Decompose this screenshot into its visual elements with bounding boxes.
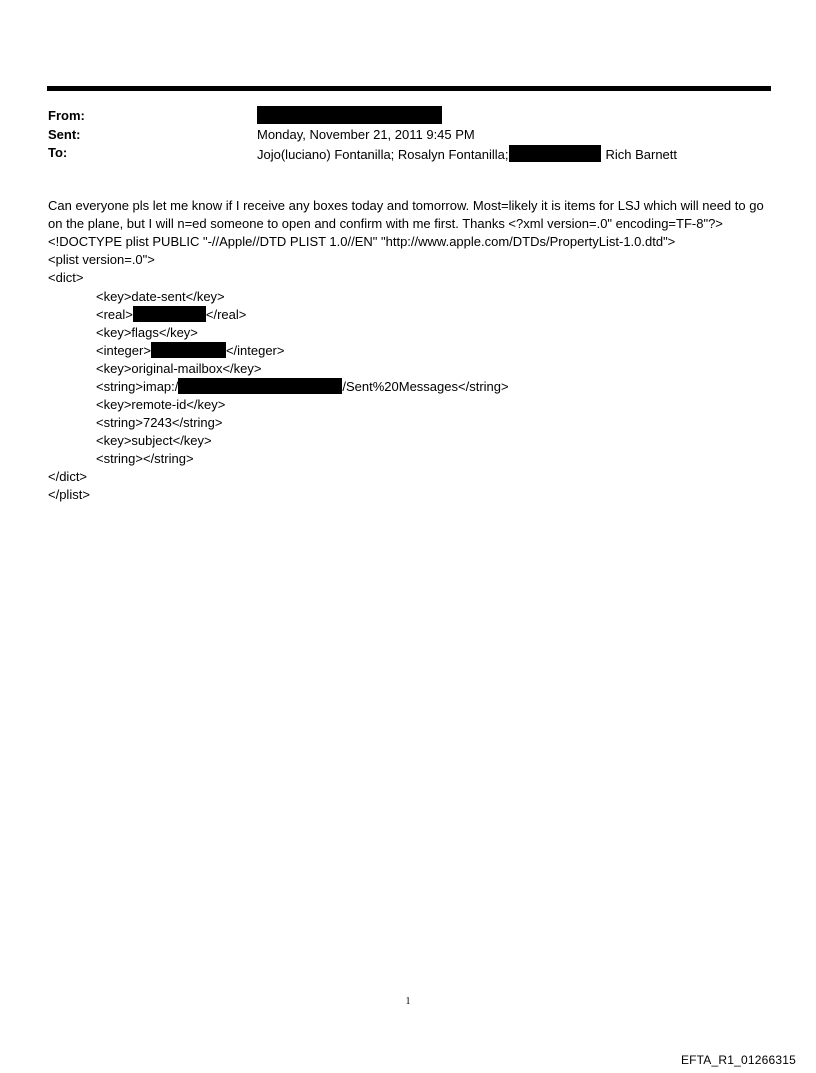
to-recipients-part2: Rich Barnett: [605, 147, 678, 162]
to-recipients-part1: Jojo(luciano) Fontanilla; Rosalyn Fontanilla;: [257, 147, 509, 162]
redacted-sender: [257, 106, 442, 124]
string-remote-id-line: <string>7243</string>: [96, 415, 223, 430]
from-value: [257, 106, 442, 125]
real-open-tag: <real>: [96, 307, 133, 322]
redacted-mailbox-path: [178, 378, 342, 394]
dict-open-line: <dict>: [48, 270, 84, 285]
imap-close-tag: /Sent%20Messages</string>: [342, 379, 509, 394]
message-paragraph: Can everyone pls let me know if I receive any boxes today and tomorrow. Most=likely it is items for LSJ which will need to go on the plane, but I will n=ed someone to open and confirm with me first. Thanks <?xml version=.0" encoding=TF-8"?> <!DOCTYPE plist PUBLIC "-//Apple//DTD PLIST 1.0//EN" "http://www.apple.com/DTDs/PropertyList-1.0.dtd">: [48, 198, 764, 249]
header-rule: [47, 86, 771, 91]
real-close-tag: </real>: [205, 307, 247, 322]
key-original-mailbox-line: <key>original-mailbox</key>: [96, 361, 262, 376]
string-subject-line: <string></string>: [96, 451, 194, 466]
to-value: [257, 145, 677, 163]
key-subject-line: <key>subject</key>: [96, 433, 212, 448]
integer-line: [96, 342, 284, 360]
imap-open-tag: <string>imap:/: [96, 379, 179, 394]
plist-close-line: </plist>: [48, 487, 90, 502]
page-number: 1: [405, 996, 411, 1007]
from-label: From:: [48, 108, 85, 123]
integer-close-tag: </integer>: [225, 343, 285, 358]
real-line: [96, 306, 246, 324]
integer-open-tag: <integer>: [96, 343, 151, 358]
key-flags-line: <key>flags</key>: [96, 325, 198, 340]
redacted-integer-value: [151, 342, 226, 358]
dict-close-line: </dict>: [48, 469, 88, 484]
key-remote-id-line: <key>remote-id</key>: [96, 397, 226, 412]
bates-number: EFTA_R1_01266315: [680, 1053, 796, 1067]
imap-string-line: [96, 378, 509, 396]
plist-open-line: <plist version=.0">: [48, 252, 155, 267]
sent-label: Sent:: [48, 127, 81, 142]
redacted-real-value: [133, 306, 206, 322]
sent-value: Monday, November 21, 2011 9:45 PM: [257, 127, 475, 142]
key-date-sent-line: <key>date-sent</key>: [96, 289, 225, 304]
redacted-recipient: [509, 145, 601, 162]
to-label: To:: [48, 145, 68, 160]
